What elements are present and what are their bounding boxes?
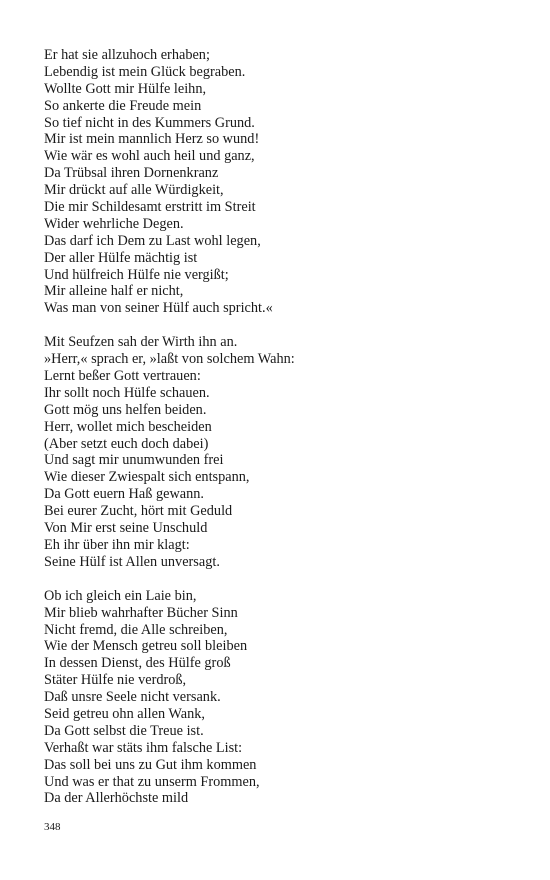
poem-line: Was man von seiner Hülf auch spricht.« [44,300,273,317]
poem-line: Stäter Hülfe nie verdroß, [44,672,187,689]
poem-line: Er hat sie allzuhoch erhaben; [44,47,210,63]
poem-line: Wider wehrliche Degen. [44,215,184,232]
poem-line: Herr, wollet mich bescheiden [44,418,212,435]
poem-line: Mir ist mein mannlich Herz so wund! [44,131,260,148]
poem-line: Wie wär es wohl auch heil und ganz, [44,148,255,165]
poem-line: Die mir Schildesamt erstritt im Streit [44,199,256,216]
poem-line: In dessen Dienst, des Hülfe groß [44,655,231,672]
poem-line: Bei eurer Zucht, hört mit Geduld [44,503,233,520]
poem-line: Lernt beßer Gott vertrauen: [44,368,201,385]
poem-line: Da Gott euern Haß gewann. [44,486,204,503]
poem-line: So ankerte die Freude mein [44,97,202,114]
poem-line: Da Gott selbst die Treue ist. [44,722,204,739]
poem-line: Lebendig ist mein Glück begraben. [44,63,246,80]
poem-line: Mir drückt auf alle Würdigkeit, [44,182,224,199]
poem-line: Wie der Mensch getreu soll bleiben [44,638,248,655]
poem-line: Gott mög uns helfen beiden. [44,401,207,418]
poem-line: Eh ihr über ihn mir klagt: [44,536,190,553]
poem-line: Daß unsre Seele nicht versank. [44,689,221,706]
poem-line: Seine Hülf ist Allen unversagt. [44,553,220,570]
poem-line: Und sagt mir unumwunden frei [44,452,224,469]
poem-line: (Aber setzt euch doch dabei) [44,435,209,452]
poem-line: Mit Seufzen sah der Wirth ihn an. [44,334,238,351]
poem-line: So tief nicht in des Kummers Grund. [44,114,255,131]
poem-line: »Herr,« sprach er, »laßt von solchem Wahn: [44,351,295,368]
poem-line: Da der Allerhöchste mild [44,790,189,807]
poem-line: Da Trübsal ihren Dornenkranz [44,165,219,182]
poem-line: Das soll bei uns zu Gut ihm kommen [44,756,257,773]
poem-line: Von Mir erst seine Unschuld [44,520,208,537]
poem-line: Wollte Gott mir Hülfe leihn, [44,80,207,97]
poem-line: Wie dieser Zwiespalt sich entspann, [44,469,250,486]
poem-line: Das darf ich Dem zu Last wohl legen, [44,232,261,249]
poem-line: Ihr sollt noch Hülfe schauen. [44,384,210,401]
poem-line: Verhaßt war stäts ihm falsche List: [44,739,243,756]
poem-line: Mir blieb wahrhafter Bücher Sinn [44,604,238,621]
page-number: 348 [44,821,61,833]
stanza-1 [44,47,524,317]
poem-line: Mir alleine half er nicht, [44,283,184,300]
stanza-2 [44,334,524,570]
poem-line: Seid getreu ohn allen Wank, [44,705,205,722]
poem-line: Und hülfreich Hülfe nie vergißt; [44,266,229,283]
poem-page [44,47,524,824]
poem-line: Nicht fremd, die Alle schreiben, [44,621,228,638]
poem-line: Und was er that zu unserm Frommen, [44,773,260,790]
poem-line: Der aller Hülfe mächtig ist [44,249,198,266]
stanza-3 [44,588,524,808]
poem-line: Ob ich gleich ein Laie bin, [44,587,197,604]
